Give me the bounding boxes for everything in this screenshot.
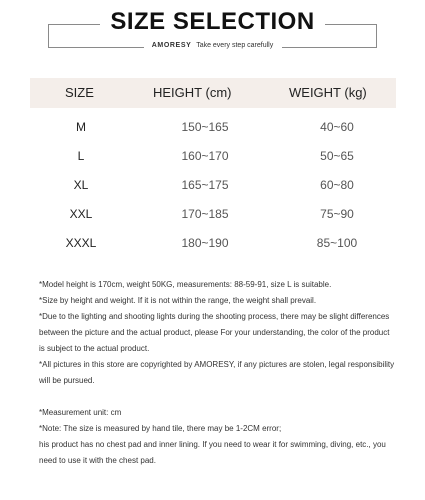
size-table-header <box>30 78 396 108</box>
note-chest-pad-line-1: his product has no chest pad and inner lining. If you need to wear it for swimming, diving, etc., you <box>39 440 386 449</box>
note-chest-pad-line-2: need to use it with the chest pad. <box>39 456 156 465</box>
size-table-body <box>30 112 396 257</box>
note-unit: *Measurement unit: cm <box>39 408 122 417</box>
notes-spacer <box>39 389 399 405</box>
page-title: SIZE SELECTION <box>0 8 425 36</box>
weight-cell: 40~60 <box>320 120 354 134</box>
size-cell: M <box>76 120 86 134</box>
note-lighting-line-3: is subject to the actual product. <box>39 344 150 353</box>
weight-cell: 75~90 <box>320 207 354 221</box>
size-cell: XL <box>73 178 89 192</box>
note-lighting-line-2: between the picture and the actual product, please For your understanding, the color of the product <box>39 328 390 337</box>
brand-name: AMORESY <box>151 42 192 49</box>
table-row <box>30 112 396 141</box>
height-cell: 170~185 <box>181 207 229 221</box>
weight-cell: 85~100 <box>316 236 358 250</box>
height-cell: 160~170 <box>181 149 229 163</box>
size-cell: XXL <box>69 207 93 221</box>
note-size-rule: *Size by height and weight. If it is not within the range, the weight shall prevail. <box>39 296 317 305</box>
note-copyright-line-2: will be pursued. <box>39 376 95 385</box>
notes-section <box>39 277 399 469</box>
height-cell: 150~165 <box>181 120 229 134</box>
column-header-height: HEIGHT (cm) <box>153 85 232 100</box>
size-cell: XXXL <box>65 236 97 250</box>
column-header-weight: WEIGHT (kg) <box>289 85 367 100</box>
column-header-size: SIZE <box>65 85 94 100</box>
tagline <box>0 42 425 49</box>
table-row <box>30 170 396 199</box>
weight-cell: 60~80 <box>320 178 354 192</box>
table-row <box>30 228 396 257</box>
weight-cell: 50~65 <box>320 149 354 163</box>
slogan: Take every step carefully <box>196 42 274 49</box>
size-cell: L <box>77 149 85 163</box>
note-model: *Model height is 170cm, weight 50KG, measurements: 88-59-91, size L is suitable. <box>39 280 332 289</box>
height-cell: 165~175 <box>181 178 229 192</box>
note-lighting-line-1: *Due to the lighting and shooting lights during the shooting process, there may be slight differences <box>39 312 390 321</box>
table-row <box>30 199 396 228</box>
table-row <box>30 141 396 170</box>
height-cell: 180~190 <box>181 236 229 250</box>
header <box>0 0 425 62</box>
note-hand-tile: *Note: The size is measured by hand tile, there may be 1-2CM error; <box>39 424 282 433</box>
note-copyright-line-1: *All pictures in this store are copyrighted by AMORESY, if any pictures are stolen, legal responsibility <box>39 360 395 369</box>
